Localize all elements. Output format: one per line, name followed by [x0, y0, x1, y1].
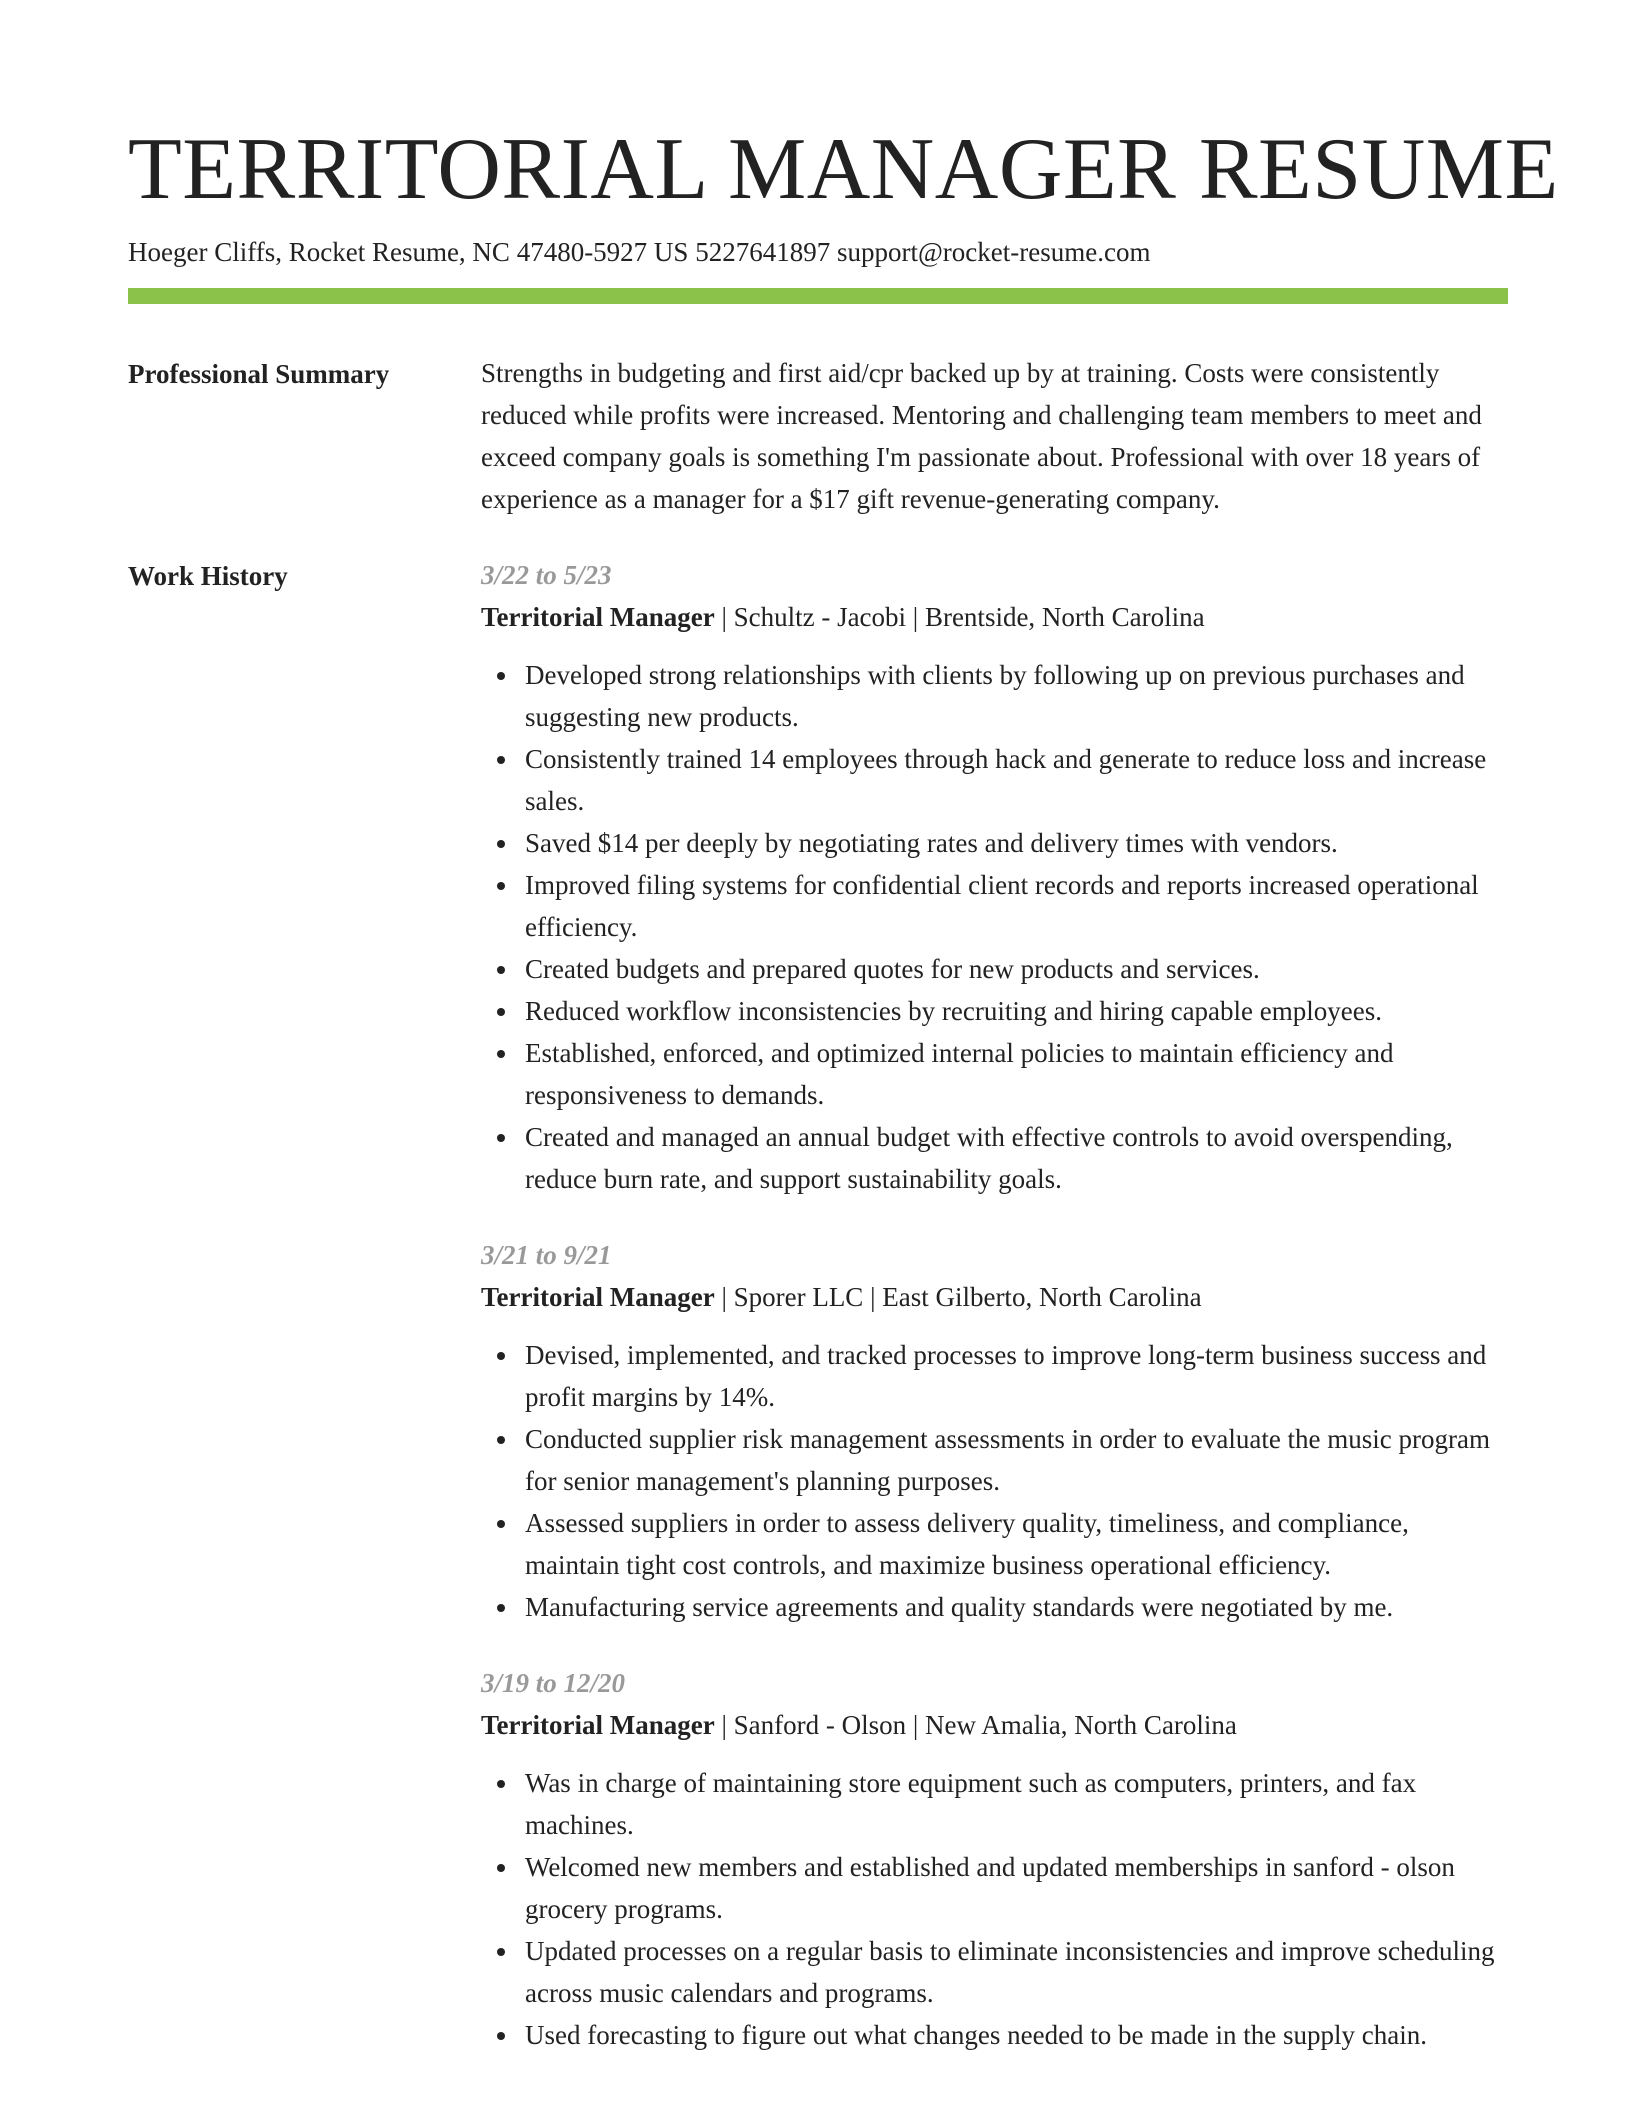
job-bullet: Created budgets and prepared quotes for new products and services. — [525, 948, 1508, 990]
job-bullet: Was in charge of maintaining store equipment such as computers, printers, and fax machines. — [525, 1762, 1508, 1846]
summary-body — [481, 352, 1508, 520]
job-bullet-list — [481, 1334, 1508, 1628]
resume-title: TERRITORIAL MANAGER RESUME — [128, 121, 1559, 218]
job-title: Territorial Manager — [481, 1282, 715, 1312]
job-heading — [481, 1276, 1508, 1318]
section-label-summary: Professional Summary — [128, 359, 390, 389]
job-bullet: Updated processes on a regular basis to eliminate inconsistencies and improve scheduling across music calendars and programs. — [525, 1930, 1508, 2014]
job-heading — [481, 596, 1508, 638]
professional-summary-section — [128, 352, 1508, 520]
job-bullet: Created and managed an annual budget with effective controls to avoid overspending, reduce burn rate, and support sustainability goals. — [525, 1116, 1508, 1200]
job-bullet: Reduced workflow inconsistencies by recruiting and hiring capable employees. — [525, 990, 1508, 1032]
job-bullet: Assessed suppliers in order to assess delivery quality, timeliness, and compliance, maintain tight cost controls, and maximize business operational efficiency. — [525, 1502, 1508, 1586]
job-bullet: Saved $14 per deeply by negotiating rates and delivery times with vendors. — [525, 822, 1508, 864]
job-bullet: Consistently trained 14 employees through hack and generate to reduce loss and increase sales. — [525, 738, 1508, 822]
resume-page — [128, 118, 1559, 2056]
contact-line: Hoeger Cliffs, Rocket Resume, NC 47480-5927 US 5227641897 support@rocket-resume.com — [128, 237, 1151, 267]
job-bullet: Welcomed new members and established and updated memberships in sanford - olson grocery programs. — [525, 1846, 1508, 1930]
job-bullet: Conducted supplier risk management assessments in order to evaluate the music program for senior management's planning purposes. — [525, 1418, 1508, 1502]
job-bullet: Devised, implemented, and tracked processes to improve long-term business success and profit margins by 14%. — [525, 1334, 1508, 1418]
job-details: | Sanford - Olson | New Amalia, North Carolina — [714, 1710, 1237, 1740]
job-bullet: Manufacturing service agreements and quality standards were negotiated by me. — [525, 1586, 1508, 1628]
work-history-section — [128, 554, 1508, 2056]
job-bullet-list — [481, 1762, 1508, 2056]
job-entry — [481, 554, 1508, 1200]
accent-divider — [128, 288, 1508, 304]
job-dates: 3/19 to 12/20 — [481, 1668, 626, 1698]
job-title: Territorial Manager — [481, 602, 715, 632]
job-bullet: Improved filing systems for confidential client records and reports increased operational efficiency. — [525, 864, 1508, 948]
job-bullet: Established, enforced, and optimized internal policies to maintain efficiency and responsiveness to demands. — [525, 1032, 1508, 1116]
job-heading — [481, 1704, 1508, 1746]
work-history-body — [481, 554, 1508, 2056]
job-bullet-list — [481, 654, 1508, 1200]
job-dates: 3/22 to 5/23 — [481, 560, 612, 590]
job-dates: 3/21 to 9/21 — [481, 1240, 612, 1270]
summary-text: Strengths in budgeting and first aid/cpr backed up by at training. Costs were consistently reduced while profits were increased. Mentoring and challenging team members to meet and exceed company goals is something I'm passionate about. Professional with over 18 years of experience as a manager for a $17 gift revenue-generating company. — [481, 358, 1482, 514]
job-details: | Schultz - Jacobi | Brentside, North Carolina — [714, 602, 1205, 632]
job-bullet: Used forecasting to figure out what changes needed to be made in the supply chain. — [525, 2014, 1508, 2056]
job-title: Territorial Manager — [481, 1710, 715, 1740]
job-details: | Sporer LLC | East Gilberto, North Carolina — [714, 1282, 1202, 1312]
section-label-work-history: Work History — [128, 561, 288, 591]
job-entry — [481, 1234, 1508, 1628]
job-bullet: Developed strong relationships with clients by following up on previous purchases and suggesting new products. — [525, 654, 1508, 738]
job-entry — [481, 1662, 1508, 2056]
